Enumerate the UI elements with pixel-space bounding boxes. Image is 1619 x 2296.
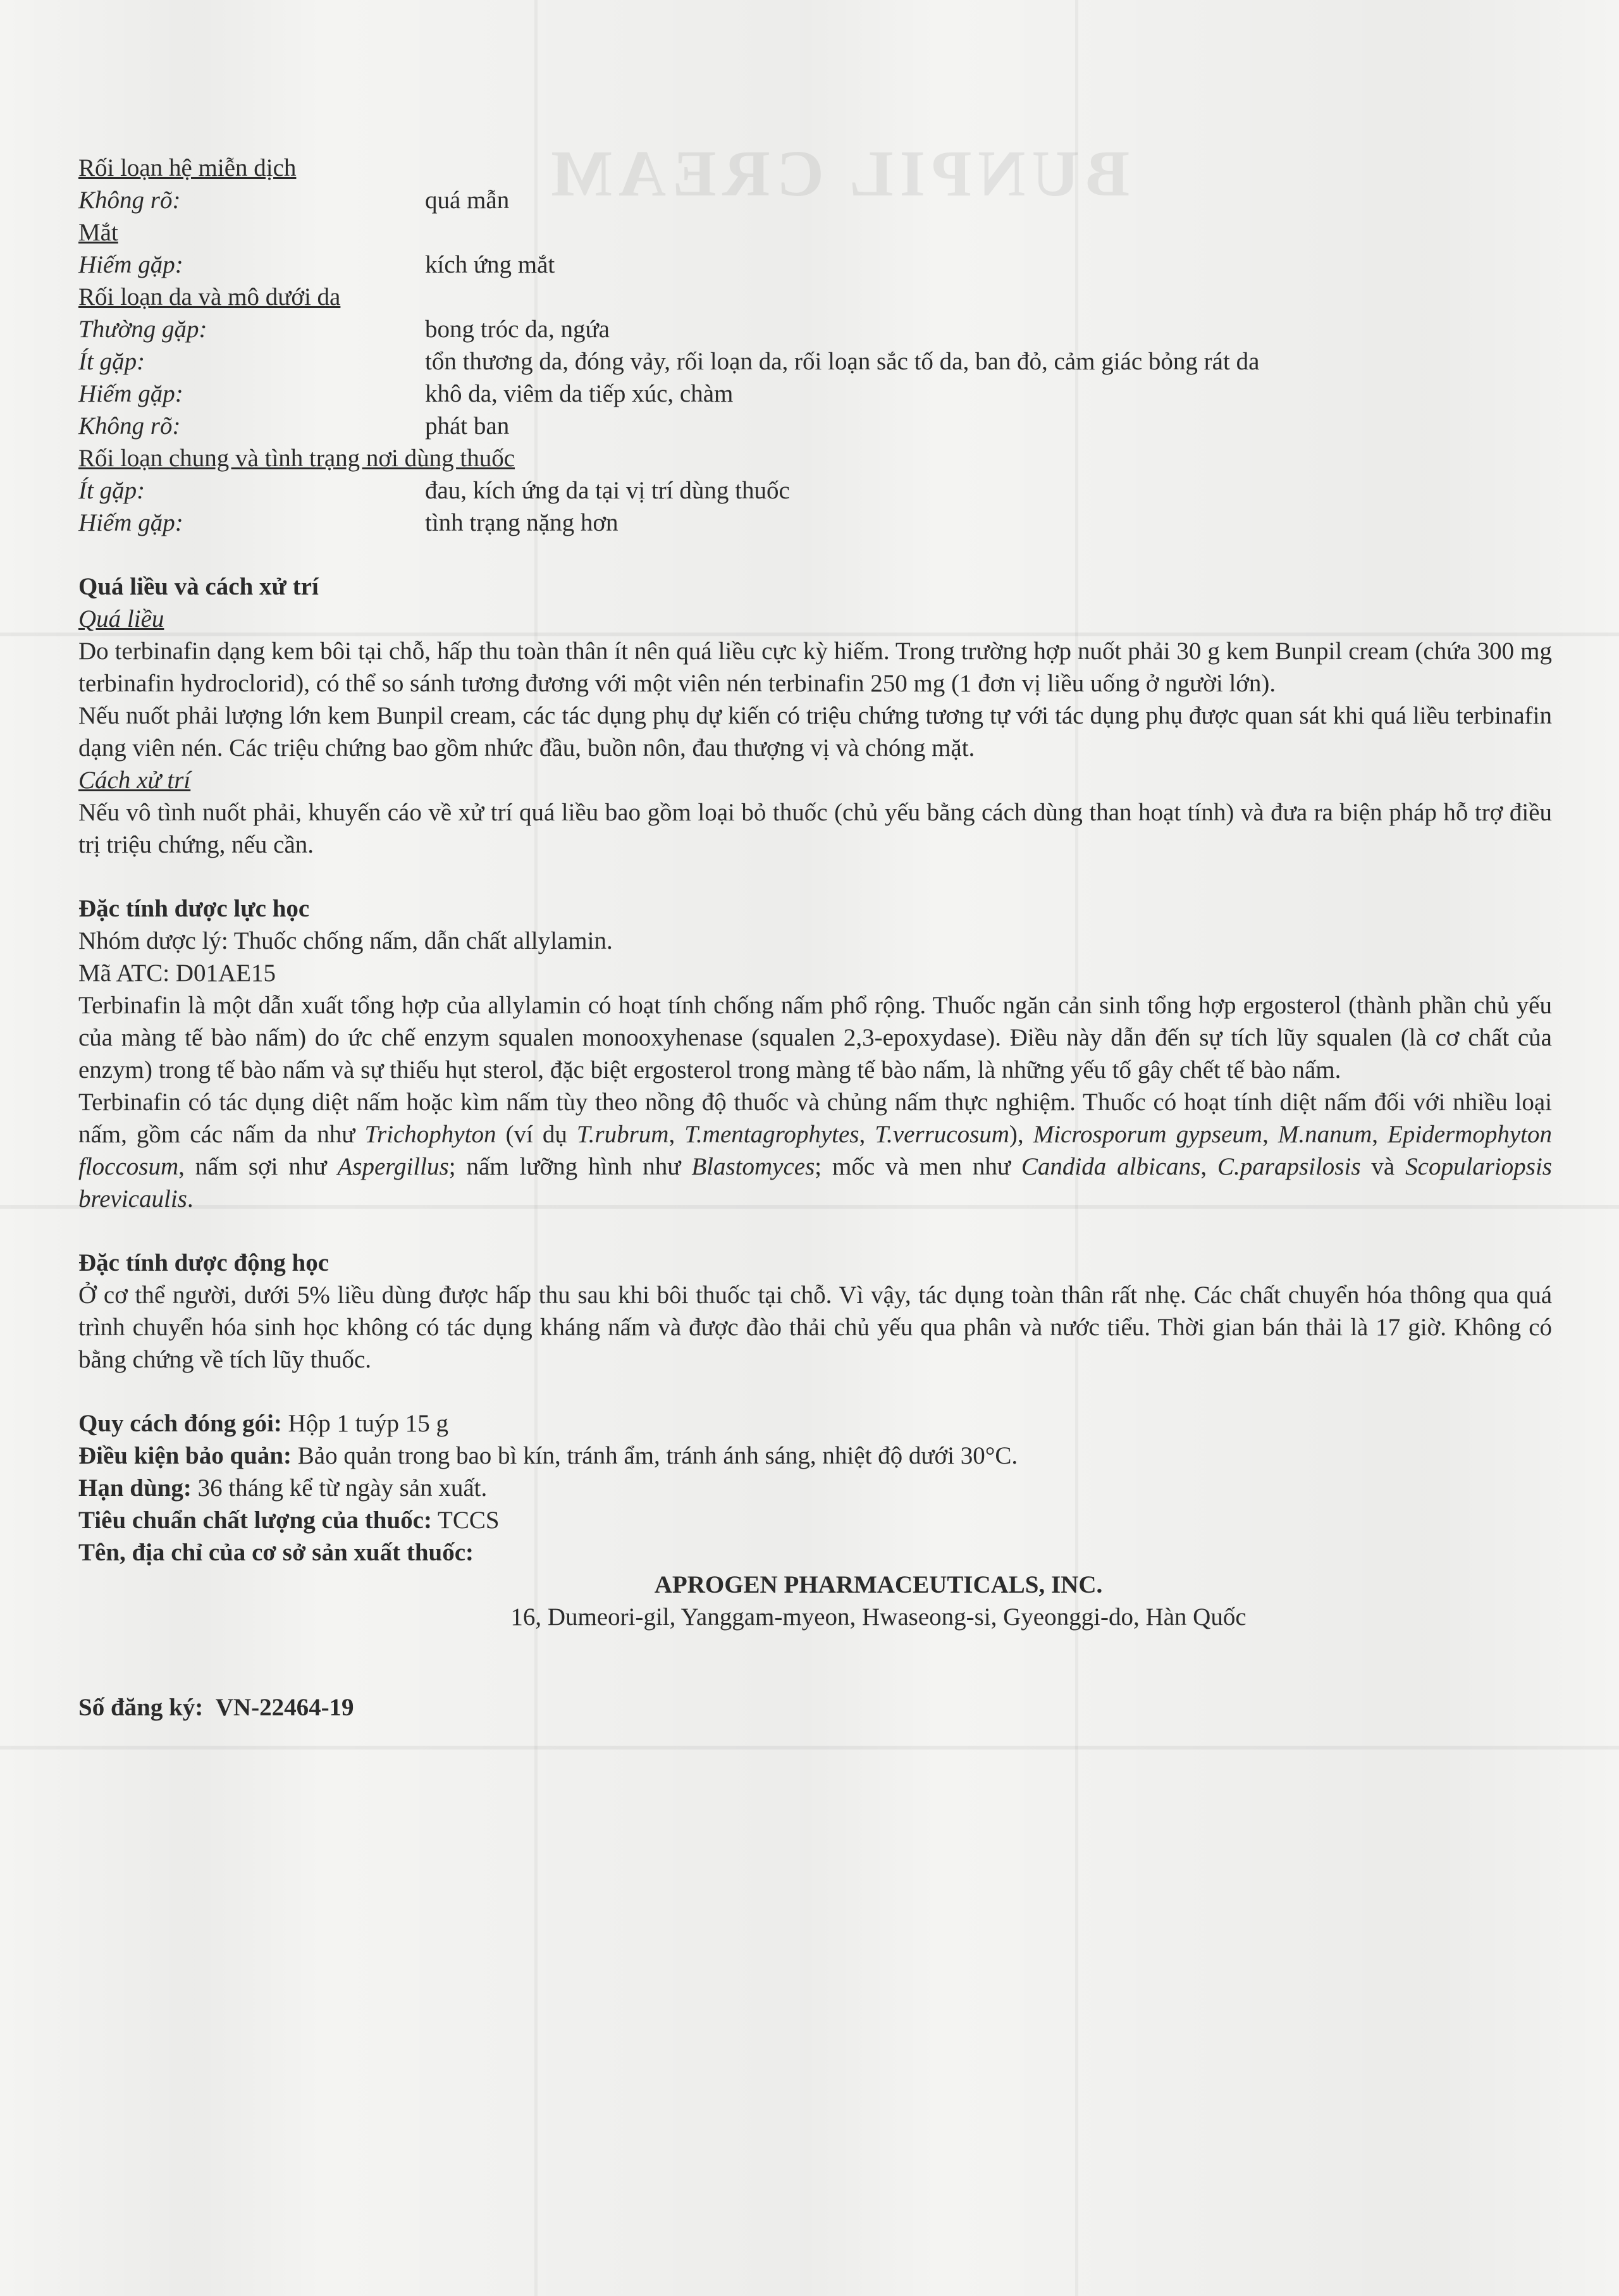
frequency-term: Thường gặp: — [78, 316, 207, 343]
overdose-paragraph: Nếu nuốt phải lượng lớn kem Bunpil cream, các tác dụng phụ dự kiến có triệu chứng tương tự với tác dụng phụ được quan sát khi quá liều terbinafin dạng viên nén. Các triệu chứng bao gồm nhức đầu, buồn nôn, đau thượng vị và chóng mặt. — [78, 702, 1552, 762]
manufacturer-name: APROGEN PHARMACEUTICALS, INC. — [654, 1571, 1103, 1598]
effect-value: bong tróc da, ngứa — [425, 316, 610, 343]
effect-value: tình trạng nặng hơn — [425, 509, 619, 536]
adverse-row — [78, 313, 1552, 345]
packing-info: Quy cách đóng gói: Hộp 1 tuýp 15 g — [78, 1410, 449, 1437]
overdose-heading: Quá liều và cách xử trí — [78, 573, 319, 600]
adverse-row — [78, 410, 1552, 442]
pharmacodynamics-paragraph-species: Terbinafin có tác dụng diệt nấm hoặc kìm nấm tùy theo nồng độ thuốc và chủng nấm thực nghiệm. Thuốc có hoạt tính diệt nấm đối với nhiều loại nấm, gồm các nấm da như Trichophyton (ví dụ T.rubrum, T.mentagrophytes, T.verrucosum), Microsporum gypseum, M.nanum, Epidermophyton floccosum, nấm sợi như Aspergillus; nấm lưỡng hình như Blastomyces; mốc và men như Candida albicans, C.parapsilosis và Scopulariopsis brevicaulis. — [78, 1089, 1552, 1213]
frequency-term: Không rõ: — [78, 412, 181, 440]
treatment-subheading: Cách xử trí — [78, 767, 191, 794]
pharmacokinetics-heading: Đặc tính dược động học — [78, 1249, 329, 1276]
frequency-term: Hiếm gặp: — [78, 380, 183, 407]
document-body — [78, 152, 1552, 1724]
effect-value: khô da, viêm da tiếp xúc, chàm — [425, 380, 734, 407]
pharmacodynamics-paragraph: Terbinafin là một dẫn xuất tổng hợp của allylamin có hoạt tính chống nấm phổ rộng. Thuốc ngăn cản sinh tổng hợp ergosterol (thành phần chủ yếu của màng tế bào nấm) do ức chế enzym squalen monooxyhenase (squalen 2,3-epoxydase). Điều này dẫn đến sự tích lũy squalen (là cơ chất của enzym) trong tế bào nấm và sự thiếu hụt sterol, đặc biệt ergosterol trong màng tế bào nấm, là những yếu tố gây chết tế bào nấm. — [78, 992, 1552, 1083]
adverse-row — [78, 378, 1552, 410]
paper-fold — [0, 1746, 1619, 1750]
frequency-term: Hiếm gặp: — [78, 251, 183, 278]
pharmacokinetics-paragraph: Ở cơ thể người, dưới 5% liều dùng được hấp thu sau khi bôi thuốc tại chỗ. Vì vậy, tác dụng toàn thân rất nhẹ. Các chất chuyển hóa thông qua quá trình chuyển hóa sinh học không có tác dụng kháng nấm và được đào thải chủ yếu qua phân và nước tiểu. Thời gian bán thải là 17 giờ. Không có bằng chứng về tích lũy thuốc. — [78, 1281, 1552, 1373]
section-general-title: Rối loạn chung và tình trạng nơi dùng thuốc — [78, 445, 515, 472]
manufacturer-address: 16, Dumeori-gil, Yanggam-myeon, Hwaseong-si, Gyeonggi-do, Hàn Quốc — [510, 1603, 1247, 1631]
pharmacological-group: Nhóm dược lý: Thuốc chống nấm, dẫn chất allylamin. — [78, 927, 613, 954]
show-through-title: BUNPIL CREAM — [544, 137, 1130, 210]
frequency-term: Ít gặp: — [78, 348, 145, 375]
adverse-row — [78, 345, 1552, 378]
adverse-row — [78, 474, 1552, 507]
section-eye-title: Mắt — [78, 219, 118, 246]
treatment-paragraph: Nếu vô tình nuốt phải, khuyến cáo về xử trí quá liều bao gồm loại bỏ thuốc (chủ yếu bằng cách dùng than hoạt tính) và đưa ra biện pháp hỗ trợ điều trị triệu chứng, nếu cần. — [78, 799, 1552, 858]
overdose-subheading: Quá liều — [78, 605, 164, 633]
adverse-row — [78, 507, 1552, 539]
effect-value: phát ban — [425, 412, 510, 440]
overdose-paragraph: Do terbinafin dạng kem bôi tại chỗ, hấp thu toàn thân ít nên quá liều cực kỳ hiếm. Trong trường hợp nuốt phải 30 g kem Bunpil cream (chứa 300 mg terbinafin hydroclorid), có thể so sánh tương đương với một viên nén terbinafin 250 mg (1 đơn vị liều uống ở người lớn). — [78, 638, 1552, 697]
effect-value: tổn thương da, đóng vảy, rối loạn da, rối loạn sắc tố da, ban đỏ, cảm giác bỏng rát da — [425, 348, 1260, 375]
frequency-term: Hiếm gặp: — [78, 509, 183, 536]
standard-info: Tiêu chuẩn chất lượng của thuốc: TCCS — [78, 1507, 500, 1534]
adverse-row — [78, 184, 1552, 216]
adverse-row — [78, 249, 1552, 281]
effect-value: đau, kích ứng da tại vị trí dùng thuốc — [425, 477, 790, 504]
expiry-info: Hạn dùng: 36 tháng kể từ ngày sản xuất. — [78, 1474, 488, 1502]
manufacturer-label: Tên, địa chỉ của cơ sở sản xuất thuốc: — [78, 1539, 474, 1566]
atc-code: Mã ATC: D01AE15 — [78, 960, 276, 987]
frequency-term: Ít gặp: — [78, 477, 145, 504]
section-skin-title: Rối loạn da và mô dưới da — [78, 283, 341, 311]
effect-value: kích ứng mắt — [425, 251, 555, 278]
effect-value: quá mẫn — [425, 187, 510, 214]
frequency-term: Không rõ: — [78, 187, 181, 214]
pharmacodynamics-heading: Đặc tính dược lực học — [78, 895, 310, 922]
storage-info: Điều kiện bảo quản: Bảo quản trong bao bì kín, tránh ẩm, tránh ánh sáng, nhiệt độ dưới 30°C. — [78, 1442, 1018, 1469]
registration-number: Số đăng ký: VN-22464-19 — [78, 1694, 354, 1721]
section-immune-title: Rối loạn hệ miễn dịch — [78, 154, 297, 182]
